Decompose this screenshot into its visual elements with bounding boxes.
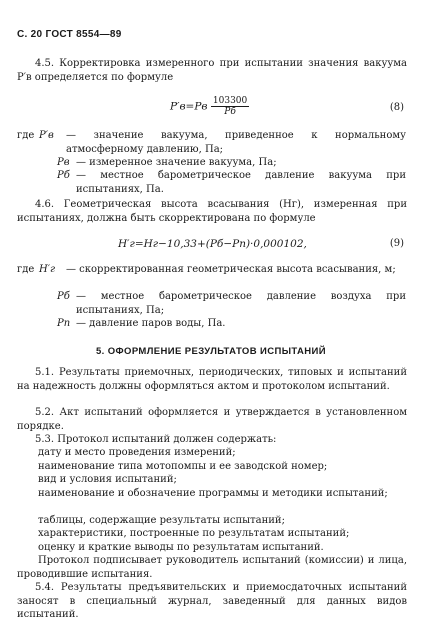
formula-8-numerator: 103300: [212, 96, 248, 106]
clause-4-5-text: 4.5. Корректировка измеренного при испытании значения вакуума P′в определяется по формуле: [17, 58, 407, 83]
list-item-1: дату и место проведения измерений;: [38, 447, 236, 458]
equation-number-9: (9): [389, 238, 404, 249]
where-label-1: где: [17, 130, 35, 141]
paragraph-5-2: 5.2. Акт испытаний оформляется и утверждается в установленном порядке.: [17, 407, 407, 432]
list-item-5: таблицы, содержащие результаты испытаний;: [38, 515, 285, 526]
formula-8-fraction: [211, 96, 249, 117]
def-sym-5: Pб: [57, 291, 70, 302]
paragraph-5-3: 5.3. Протокол испытаний должен содержать:: [35, 434, 277, 445]
list-item-4: наименование и обозначение программы и методики испытаний;: [38, 488, 388, 499]
formula-8-denominator: Pб: [224, 107, 236, 117]
def-text-2: — измеренное значение вакуума, Па;: [76, 157, 277, 168]
list-item-3: вид и условия испытаний;: [38, 474, 177, 485]
list-item-7: оценку и краткие выводы по результатам испытаний.: [38, 542, 324, 553]
formula-8: [170, 96, 249, 117]
paragraph-protocol: Протокол подписывает руководитель испытаний (комиссии) и лица, проводившие испытания.: [17, 555, 407, 580]
def-text-6: — давление паров воды, Па.: [76, 318, 226, 329]
equation-number-8: (8): [389, 102, 404, 113]
def-text-4: — скорректированная геометрическая высота всасывания, м;: [66, 264, 396, 275]
def-text-1: — значение вакуума, приведенное к нормальному атмосферному давлению, Па;: [66, 130, 406, 155]
clause-4-6-text: 4.6. Геометрическая высота всасывания (Hг), измеренная при испытаниях, должна быть скорректирована по формуле: [17, 199, 407, 224]
formula-8-left: P′в=Pв: [170, 100, 208, 113]
formula-9: H′г=Hг−10,33+(Pб−Pп)·0,000102,: [118, 238, 307, 250]
paragraph-5-4: 5.4. Результаты предъявительских и приемосдаточных испытаний заносят в специальный журнал, заведенный для данных видов испытаний.: [17, 582, 407, 620]
section-title: 5. ОФОРМЛЕНИЕ РЕЗУЛЬТАТОВ ИСПЫТАНИЙ: [95, 346, 327, 357]
list-item-6: характеристики, построенные по результатам испытаний;: [38, 528, 350, 539]
paragraph-5-1: 5.1. Результаты приемочных, периодических, типовых и испытаний на надежность должны оформляться актом и протоколом испытаний.: [17, 367, 407, 392]
def-sym-2: Pв: [57, 157, 70, 168]
def-sym-4: H′г: [39, 264, 56, 275]
def-sym-3: Pб: [57, 170, 70, 181]
where-label-2: где: [17, 264, 35, 275]
def-text-5: — местное барометрическое давление воздуха при испытаниях, Па;: [76, 291, 406, 316]
def-sym-1: P′в: [39, 130, 54, 141]
list-item-2: наименование типа мотопомпы и ее заводской номер;: [38, 461, 328, 472]
page-header: С. 20 ГОСТ 8554—89: [17, 29, 122, 40]
def-text-3: — местное барометрическое давление вакуума при испытаниях, Па.: [76, 170, 406, 195]
def-sym-6: Pп: [57, 318, 71, 329]
